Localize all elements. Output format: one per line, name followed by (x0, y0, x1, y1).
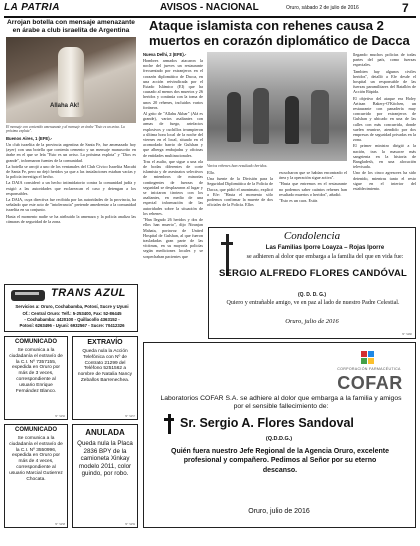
condolence-notice (208, 227, 416, 339)
paragraph: Un club israelita de la provincia argentina de Santa Fe, fue amenazado hoy (ayer) con una botella que contenía cemento y un mensaje manuscrito en árabe en el que se leía "Esto es un aviso. La próxima explota" y "Dios es grande", informaron fuentes de la comunidad. (6, 142, 136, 163)
condolence-title: Condolencia (283, 230, 341, 242)
paragraph: escucharon que se habían encontrado el área y la operación sigue activa". (279, 170, 347, 181)
left-story-body (6, 142, 136, 224)
trans-azul-line4: Potosí: 6263496 - Uyuni: 6932567 - Sucre: 70412326 (19, 323, 125, 328)
cofar-brand: COFAR (337, 373, 403, 393)
main-dateline: Nueva Delhi, 2 (EFE).- (143, 52, 187, 57)
classified-2 (72, 336, 138, 420)
paragraph: "Esto es un caos. Estás (279, 198, 318, 204)
cofar-deceased-name: Sr. Sergio A. Flores Sandoval (180, 416, 354, 430)
paragraph: Una fuente de la División para la Seguridad Diplomática de la Policía de Dacca, que pidió el anonimato, explicó a Efe: "Hasta el momento sólo podemos confirmar la muerte de dos oficiales de la Policía. Ellos (207, 176, 273, 208)
classified-ref: Nº 3458 (55, 522, 65, 526)
date-line: Oruro, sábado 2 de julio de 2016 (286, 5, 359, 11)
paragraph: Hombres armados atacaron la noche del jueves un restaurante frecuentado por extranjeros en el corazón diplomático de Dacca, en una acción reivindicada por el Estado Islámico (EI) que ha causado al menos dos muertos y 26 heridos y continúa con la toma de unos 20 rehenes, incluidos varios foráneos. (143, 58, 203, 110)
main-photo-caption: Varios rehenes han resultado heridos. (207, 163, 268, 168)
paper-name: LA PATRIA (4, 2, 60, 13)
classified-1 (4, 336, 68, 420)
classified-body: Se comunica a la ciudadanía el extravío de la C.I. Nº 7357155, expedida en Oruro por más de 3 veces, correspondiente al usuario Enrique Fernández Blanco. (9, 348, 63, 394)
page-header (4, 2, 416, 15)
deceased-name: SERGIO ALFREDO FLORES CANDÓVAL (218, 268, 408, 279)
classified-title: ANULADA (85, 428, 125, 437)
classified-title: COMUNICADO (15, 339, 57, 345)
classified-body: Queda nula la Placa 2836 BPY de la camioneta Xinkay modelo 2011, color guindo, por robo. (77, 440, 133, 478)
person-shape (311, 90, 329, 144)
paragraph: La DAIA, cuya directiva fue recibida por las autoridades de la provincia, ha señalado que este acto de "intolerancia" pretende amedrentar a la comunidad israelita en su conjunto. (6, 197, 136, 213)
classified-4 (72, 424, 138, 528)
section-title: AVISOS - NACIONAL (160, 2, 259, 13)
person-shape (227, 92, 241, 142)
paragraph: La DAIA consideró a un hecho intimidatorio contra la comunidad judía y exigió a las autoridades que esclarezcan el caso y detengan a los responsables. (6, 180, 136, 196)
left-story-photo (6, 37, 136, 123)
person-shape (253, 88, 269, 144)
cofar-place-date: Oruro, julio de 2016 (248, 508, 310, 515)
classified-title: EXTRAVÍO (87, 339, 123, 346)
left-story-dateline: Buenos Aires, 1 (EFE).- (6, 136, 53, 141)
paragraph: Tambien hay algunos civiles heridos", detalló a Efe desde el hospital un responsable de las fuerzas paramilitares del Batallón de Acción Rápida. (353, 68, 416, 95)
trans-azul-line1: Servicios a: Oruro, Cochabamba, Potosí, Sucre y Uyuni (15, 304, 129, 309)
paragraph: Uno de los cinco agresores ha sido detenido, mientras tanto el resto sigue en el interior del establecimiento. (353, 170, 416, 192)
cofar-initials: (Q.D.D.G.) (265, 436, 293, 442)
cofar-brand-top: CORPORACIÓN FARMACÉUTICA (337, 367, 401, 371)
classified-ref: Nº 3456 (55, 414, 65, 418)
left-story-caption: El mensaje con contenido amenazante y al mensaje en árabe "Esto es un aviso. La próxima explota". (6, 125, 125, 134)
classified-title: COMUNICADO (15, 427, 57, 433)
bus-icon (11, 290, 45, 301)
main-col-2b (279, 170, 347, 226)
main-col-2 (207, 170, 273, 226)
photo-label: Allaha Ak! (50, 103, 80, 109)
classified-body: Se comunica a la ciudadanía el extravío de la C.I. Nº 3550996, expedida en Oruro por más de 4 veces, correspondiente al usuario Marcial Gutierrez Chocata. (9, 436, 63, 482)
paragraph: La botella se arrojó a uno de los ventanales del Club Cívico Israelita Macabi de Santa Fe, pero no dejó heridos ya que a las instalaciones estaban vacías y la policía investiga el hecho. (6, 163, 136, 180)
trans-azul-line2: Of.: Central Oruro: Telf.: 5-253400, Fax: 52-86445 (22, 311, 122, 316)
condolence-ref: Nº 3460 (402, 332, 412, 336)
paragraph: El objetivo del ataque era Holey Artisan Bakery-O'Kitchen, un restaurante con panadería muy concurrido por extranjeros de Gulshan y ubicado en una de las calles con más concurrida, donde suelen reunirse, atendido por dos empresas de seguridad privadas en la zona. (353, 95, 416, 143)
main-story-photo (207, 52, 347, 161)
paragraph: Hasta el momento nadie se ha atribuido la amenaza y la policía analiza las cámaras de seguridad de la zona. (6, 213, 136, 224)
trans-azul-brand: TRANS AZUL (51, 287, 126, 299)
paragraph: Tras el asalto, que sigue a una ola de bodas diferentes de corte islamista y de asesinatos selectivos de miembros de minorías contingentes de fuerzas de seguridad se desplazaron al lugar y se iniciaron tiroteos con los asaltantes, en medio de una especial información de las autoridades sobre la situación de los rehenes. (143, 158, 203, 216)
classified-ref: Nº 3459 (125, 522, 135, 526)
condolence-text: se adhieren al dolor que embarga a la familia del que en vida fue: (246, 254, 404, 260)
trans-azul-ad (4, 284, 138, 332)
paragraph: llegando muchos policías de todas partes del país, como fuerzas especiales. (353, 52, 416, 68)
classified-body: Queda nula la Acción Telefónica con Nº de Contrato 21299 del Teléfono 5251562 a nombre de Natalia Nancy Zeballos Barrenechea. (77, 349, 133, 383)
main-col-1 (143, 58, 203, 264)
paragraph: Al grito de "Allahu Akbar" (Alá es grande), varios asaltantes con armas de fuego, artefactos explosivos y cuchillos irrumpieron a última hora local de la noche del viernes en el local, situado en el acomodado barrio de Gulshan y que alberga embajadas y oficinas de entidades multinacionales. (143, 111, 203, 158)
cofar-logo-icon (361, 351, 375, 365)
main-headline: Ataque islamista con rehenes causa 2 muertos en corazón diplomático de Dacca (149, 18, 410, 48)
page-number: 7 (402, 1, 409, 15)
cofar-body: Quién fuera nuestro Jefe Regional de la Agencia Oruro, excelente profesional y compañero. Pedimos al Señor por su eterno descanso. (171, 448, 389, 474)
condolence-text-post: Quiero y entrañable amigo, ve en paz al lado de nuestro Padre Celestial. (226, 300, 400, 306)
cofar-intro: Laboratorios COFAR S.A. se adhiere al dolor que embarga a la familia y amigos por el sensible fallecimiento de: (160, 395, 402, 411)
main-col-3 (353, 52, 416, 226)
classified-3 (4, 424, 68, 528)
paragraph: "Hasta que entremos en el restaurante no podemos saber cuántos rehenes han resultado muertos o heridos", añadió. (279, 181, 347, 197)
paragraph: El primer ministro dirigió a la nación, tras la masacre más sangrienta en la historia de Bangladesh, en una alocución televisada. (353, 143, 416, 170)
deceased-initials: (Q. D. D. G.) (297, 292, 327, 298)
cofar-cross-icon (164, 414, 174, 434)
trans-azul-line3: - Cochabamba: 4420100 - Quillacollo 4363152 - (24, 317, 120, 322)
condolence-org: Las Familias Iporre Loayza – Rojas Iporre (265, 245, 385, 251)
left-story-headline: Arrojan botella con mensaje amenazante en árabe a club israelita de Argentina (7, 19, 135, 34)
classified-ref: Nº 3457 (125, 414, 135, 418)
paragraph: "Han llegado 26 heridos y dos de ellos han muerto", dijo Niranjan Mahata, portavoz de United Hospital de Gulshan, al que fueron trasladadas gran parte de las víctimas, en su mayoría policías según mediciones locales y se sospechaban pacientes que (143, 217, 203, 259)
cofar-notice (143, 342, 416, 528)
condolence-place-date: Oruro, julio de 2016 (285, 318, 339, 325)
paragraph: Ello. (207, 170, 216, 175)
person-shape (285, 96, 299, 144)
